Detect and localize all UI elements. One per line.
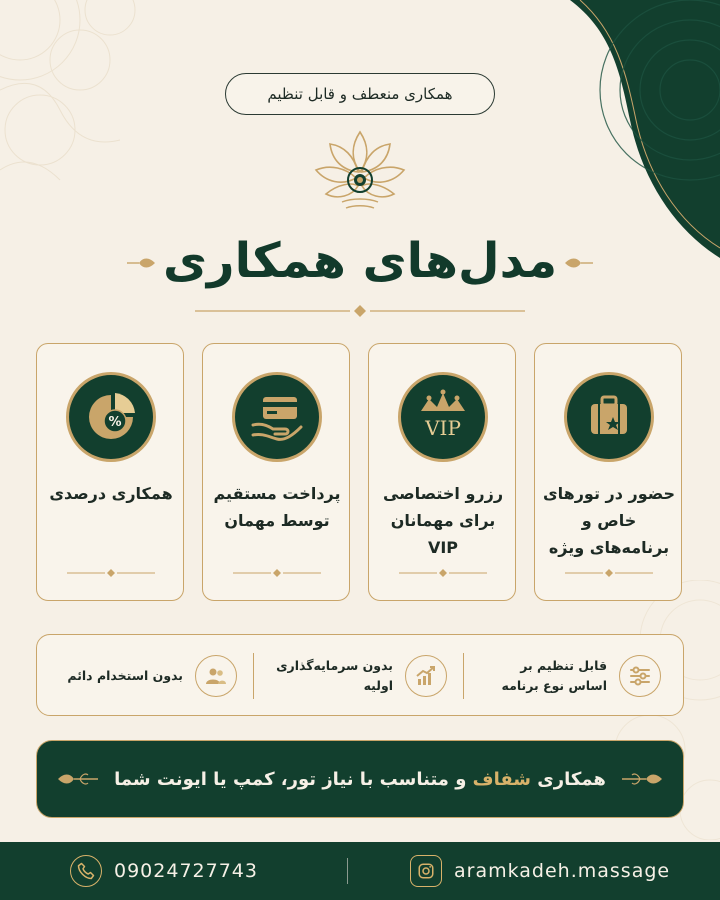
percent-pie-icon — [66, 372, 156, 462]
tagline-text: همکاری منعطف و قابل تنظیم — [267, 85, 453, 103]
footer-separator — [347, 858, 348, 884]
instagram-contact[interactable] — [410, 842, 670, 900]
feature-label: بدون استخدام دائم — [67, 668, 183, 683]
card-vip-booking — [368, 343, 516, 601]
growth-chart-icon — [405, 655, 447, 697]
feature-no-investment — [257, 635, 447, 717]
title-divider — [195, 304, 525, 318]
page-title — [150, 226, 570, 296]
banner-text — [114, 769, 606, 790]
feature-label: بدون سرمایه‌گذاری اولیه — [276, 658, 393, 693]
vip-crown-icon — [398, 372, 488, 462]
title-ornament-right — [563, 255, 595, 271]
banner-ornament-left — [56, 770, 100, 788]
cooperation-models — [36, 343, 684, 601]
page-title-text: مدل‌های همکاری — [162, 233, 558, 289]
card-label: پرداخت مستقیم توسط مهمان — [213, 484, 341, 530]
card-hand-icon — [232, 372, 322, 462]
card-label: رزرو اختصاصی برای مهمانان VIP — [382, 484, 504, 557]
corner-pattern-decoration — [0, 0, 200, 230]
feature-adjustable — [471, 635, 661, 717]
feature-separator — [253, 653, 254, 699]
vip-text: VIP — [425, 416, 461, 440]
percent-symbol: % — [108, 415, 122, 430]
card-direct-payment — [202, 343, 350, 601]
feature-label: قابل تنظیم بر اساس نوع برنامه — [501, 658, 607, 693]
card-percentage — [36, 343, 184, 601]
people-icon — [195, 655, 237, 697]
banner-accent-word: شفاف — [472, 768, 531, 790]
instagram-handle[interactable]: aramkadeh.massage — [454, 860, 671, 882]
phone-number[interactable]: 09024727743 — [114, 860, 258, 882]
phone-contact[interactable] — [70, 842, 258, 900]
card-divider — [565, 568, 653, 578]
phone-icon — [70, 855, 102, 887]
card-label: حضور در تورهای خاص و برنامه‌های ویژه — [542, 484, 676, 557]
footer — [0, 842, 720, 900]
banner-ornament-right — [620, 770, 664, 788]
closing-banner — [36, 740, 684, 818]
card-special-tours — [534, 343, 682, 601]
sliders-icon — [619, 655, 661, 697]
card-label: همکاری درصدی — [49, 484, 173, 503]
card-divider — [233, 568, 321, 578]
tagline-badge — [225, 73, 495, 115]
lotus-mandala-icon — [312, 128, 408, 218]
card-divider — [399, 568, 487, 578]
banner-text-start: همکاری — [531, 768, 606, 790]
instagram-icon — [410, 855, 442, 887]
banner-text-end: و متناسب با نیاز تور، کمپ یا ایونت شما — [114, 768, 473, 790]
feature-separator — [463, 653, 464, 699]
card-divider — [67, 568, 155, 578]
feature-no-permanent-hire — [57, 635, 237, 717]
suitcase-star-icon — [564, 372, 654, 462]
features-box — [36, 634, 684, 716]
